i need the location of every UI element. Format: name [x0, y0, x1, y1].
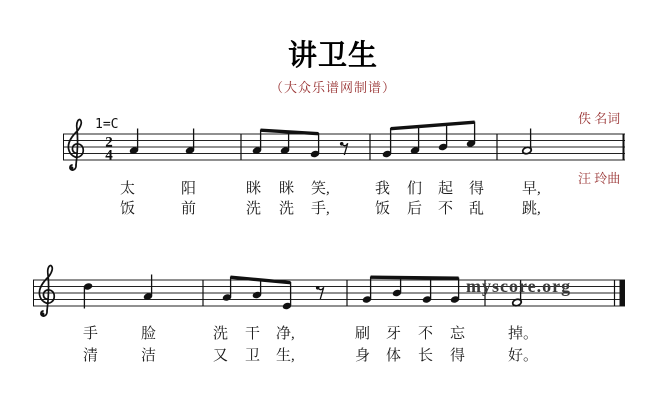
- lyric-syllable: 又: [213, 348, 229, 364]
- lyric-syllable: 们: [407, 181, 423, 197]
- lyric-syllable: 起: [438, 181, 454, 197]
- treble-clef-icon: [39, 266, 54, 317]
- note-eighth: [450, 278, 460, 304]
- score-source-subtitle: （大众乐谱网制谱）: [269, 80, 396, 95]
- beam: [391, 121, 475, 131]
- lyric-syllable: 我: [375, 181, 391, 197]
- time-signature-numerator: 2: [105, 134, 113, 151]
- song-title: 讲卫生: [287, 40, 378, 72]
- note-eighth: [252, 130, 262, 155]
- lyric-syllable: 掉。: [508, 326, 539, 342]
- note-eighth: [280, 131, 290, 155]
- lyric-syllable: 眯: [246, 181, 262, 197]
- note-eighth: [438, 124, 448, 152]
- lyric-syllable: 生,: [276, 348, 295, 364]
- lyric-syllable: 刷: [355, 326, 371, 342]
- note-eighth: [382, 128, 392, 158]
- lyric-syllable: 不: [418, 326, 434, 342]
- lyric-syllable: 不: [438, 201, 454, 217]
- lyric-syllable: 身: [355, 348, 371, 364]
- composer-credit: 汪 玲曲: [578, 171, 621, 186]
- treble-clef-icon: [68, 120, 83, 171]
- lyric-syllable: 后: [407, 201, 423, 217]
- lyric-syllable: 忘: [450, 326, 466, 342]
- note-half: [522, 129, 532, 155]
- lyric-syllable: 体: [386, 348, 402, 364]
- beam: [371, 276, 459, 280]
- lyric-syllable: 得: [450, 348, 466, 364]
- lyric-syllable: 卫: [245, 348, 261, 364]
- lyric-syllable: 笑,: [311, 181, 330, 197]
- note-quarter: [83, 282, 93, 308]
- staff-1: [63, 117, 625, 170]
- lyric-syllable: 洁: [141, 348, 157, 364]
- note-eighth: [362, 277, 372, 304]
- lyric-syllable: 长: [418, 348, 434, 364]
- watermark-text: myscore.org: [466, 276, 572, 296]
- note-eighth: [422, 277, 432, 304]
- note-quarter: [129, 129, 139, 155]
- lyric-syllable: 跳,: [522, 201, 541, 217]
- lyric-syllable: 乱: [469, 201, 485, 217]
- lyric-syllable: 脸: [141, 326, 157, 342]
- note-eighth: [466, 122, 476, 148]
- note-eighth: [310, 133, 320, 158]
- lyric-syllable: 前: [181, 201, 197, 217]
- lyric-syllable: 牙: [386, 326, 402, 342]
- lyric-syllable: 太: [120, 181, 136, 197]
- lyric-syllable: 洗: [279, 201, 295, 217]
- key-signature-label: 1=C: [95, 117, 119, 132]
- lyric-syllable: 得: [469, 181, 485, 197]
- lyric-syllable: 洗: [213, 326, 229, 342]
- note-quarter: [143, 275, 153, 301]
- lyric-syllable: 清: [83, 348, 99, 364]
- lyric-syllable: 饭: [375, 201, 391, 217]
- lyric-syllable: 手,: [311, 201, 330, 217]
- lyric-syllable: 早,: [522, 181, 541, 197]
- note-quarter: [185, 129, 195, 155]
- lyricist-credit: 佚 名词: [578, 111, 621, 126]
- lyric-syllable: 干: [245, 326, 261, 342]
- lyric-syllable: 饭: [120, 201, 136, 217]
- note-eighth: [252, 279, 262, 299]
- time-signature-denominator: 4: [105, 147, 113, 164]
- lyric-syllable: 眯: [279, 181, 295, 197]
- lyric-syllable: 好。: [508, 348, 539, 364]
- lyric-syllable: 洗: [246, 201, 262, 217]
- final-thick-barline: [620, 280, 626, 306]
- lyric-syllable: 手: [83, 326, 99, 342]
- lyric-syllable: 净,: [276, 326, 295, 342]
- lyric-syllable: 阳: [181, 181, 197, 197]
